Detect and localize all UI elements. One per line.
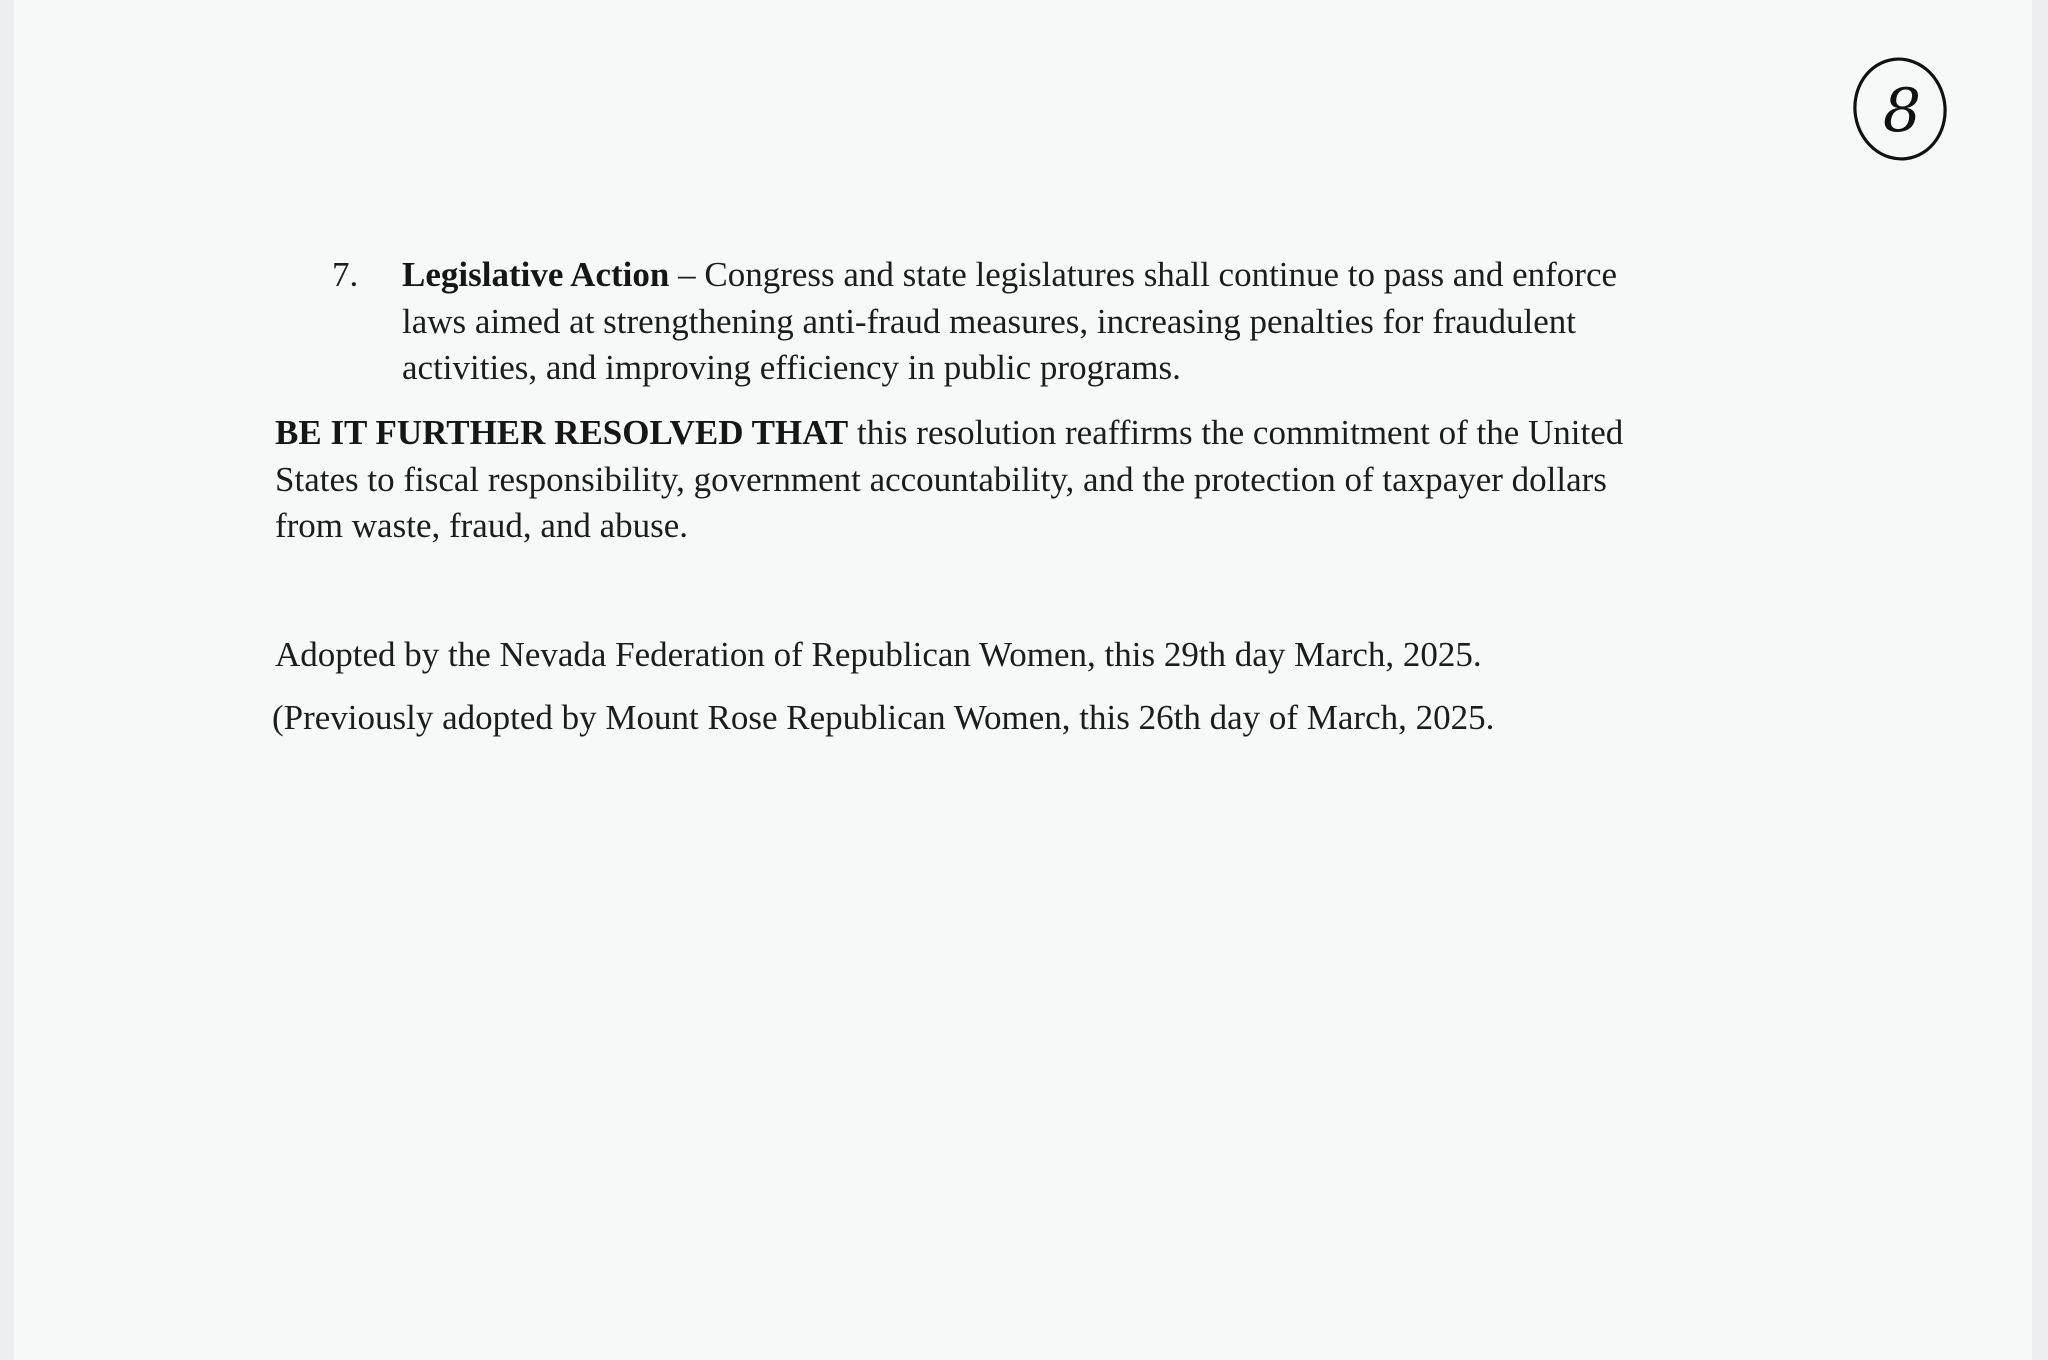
list-item-number: 7. [332, 255, 359, 294]
page-number-text: 8 [1882, 76, 1922, 146]
adoption-statement: Adopted by the Nevada Federation of Republican Women, this 29th day March, 2025. [275, 635, 1482, 674]
previous-adoption-statement: (Previously adopted by Mount Rose Republican Women, this 26th day of March, 2025. [272, 698, 1495, 737]
list-item-heading: Legislative Action [402, 255, 670, 294]
resolved-line-1 [275, 410, 1755, 457]
list-item-body [402, 252, 1742, 392]
list-item-line-1 [402, 252, 1742, 299]
resolved-line-2: States to fiscal responsibility, government accountability, and the protection of taxpayer dollars [275, 459, 1607, 499]
resolved-line-3: from waste, fraud, and abuse. [275, 506, 689, 545]
further-resolved-paragraph [275, 410, 1755, 550]
list-item-text-line-3: activities, and improving efficiency in public programs. [402, 348, 1181, 387]
document-page [14, 0, 2032, 1360]
list-item-text-line-1: Congress and state legislatures shall continue to pass and enforce [704, 255, 1618, 294]
handwritten-page-number [1852, 54, 1948, 162]
heading-separator: – [669, 255, 705, 294]
resolved-lead: BE IT FURTHER RESOLVED THAT [275, 413, 849, 452]
circled-number-icon [1852, 54, 1948, 162]
resolved-line-1-text: this resolution reaffirms the commitment of the United [848, 413, 1624, 452]
list-item-text-line-2: laws aimed at strengthening anti-fraud measures, increasing penalties for fraudulent [402, 301, 1577, 341]
